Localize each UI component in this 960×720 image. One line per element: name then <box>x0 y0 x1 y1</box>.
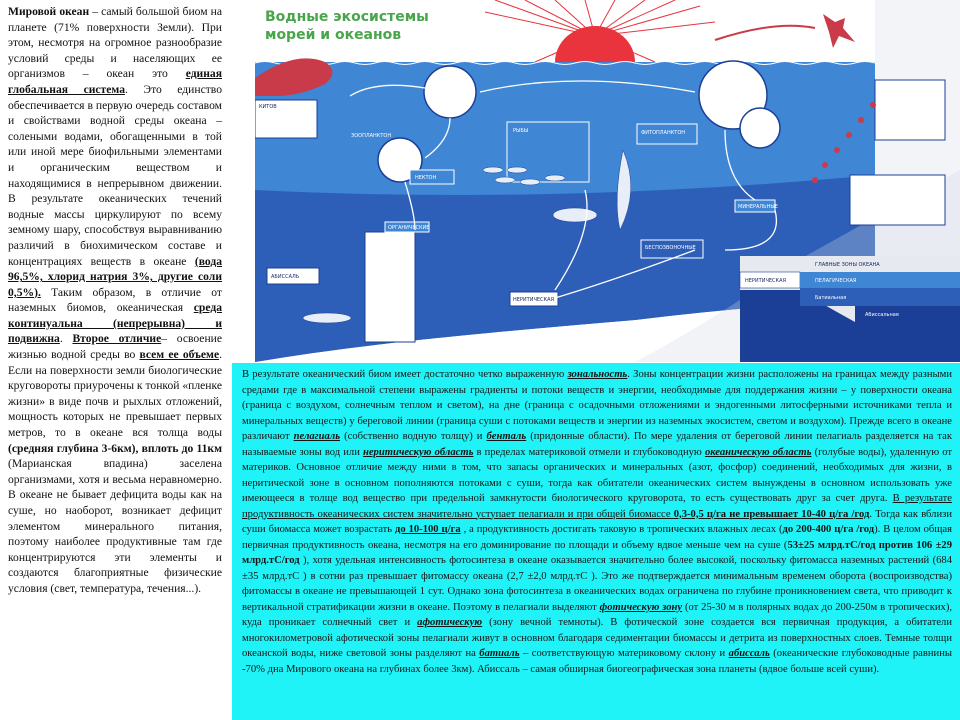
label-abyssal: АБИССАЛЬ <box>271 274 300 280</box>
left-text-part: . Это единство обеспечивается в первую очередь составом и свойствами водной среды океана – солеными водами, обогащенными в той или иной мере биофильными элементами и органическим веществом и находящимися в непрерывном движении. В результате океанических течений водные массы циркулируют по всему земному шару, способствуя выравниванию различий в биохимическом составе и концентрациях веществ в океане <box>8 82 222 268</box>
label-zones-title: ГЛАВНЫЕ ЗОНЫ ОКЕАНА <box>815 262 880 268</box>
bottom-text-part: в пределах материковой отмели и глубоководную <box>473 446 705 458</box>
label-zooplankton: ЗООПЛАНКТОН <box>351 133 392 139</box>
bottom-text-part: ). В целом общая первичная продуктивность океана, несмотря на его доминирование по площади и объему вдвое меньше чем на суше ( <box>242 524 952 551</box>
term-pelagial: пелагиаль <box>293 431 341 442</box>
bottom-text-part: (зону вечной темноты). В фотической зоне создается вся первичная продукция, а обитатели многокилометровой афотической зоны пелагиали живут в основном благодаря седиментации биомассы и детрита из поверхностных слоев. Темные толщи океанской воды, ниже световой зоны разделяют на <box>242 617 952 659</box>
label-mineral: МИНЕРАЛЬНЫЕ <box>738 204 778 210</box>
left-text-part: (Марианская впадина) заселена организмами, хотя и весьма неравномерно. В океане не бывает дефицита воды как на суше, но наоборот, возникает дефицит элементом минерального питания, поэтому наиболее продуктивные там где концентрируются эти элементы и создаются благоприятные физические условия (свет, температура, течения...). <box>8 457 222 595</box>
diagram-illustration <box>255 0 960 362</box>
term-benthal: бенталь <box>486 431 527 442</box>
left-text-part: . <box>59 332 73 346</box>
term-neritic-area: неритическую область <box>362 446 474 458</box>
bottom-text-part: (голубые воды), удаленную от материков. Основное отличие между ними в том, что запасы органических и минеральных (азот, фосфор) соединений, необходимых для жизни, в неритической зоне в основном пополняются потоками с суши, тогда как обитатели океанических систем вынуждены в основном использовать уже имеющееся в толще вод вещество при предельной замкнутости биологического круговорота, то есть существовать друг за счет друга. <box>242 446 952 504</box>
bottom-text-panel <box>232 363 960 720</box>
birds-info-box <box>875 80 945 140</box>
left-text-part: Таким образом, в отличие от наземных биомов, океаническая <box>8 285 222 315</box>
coastal-biomass-value: до 10-100 ц/га <box>395 524 461 535</box>
left-text-part: – освоение жизнью водной среды во <box>8 332 223 362</box>
term-oceanic-area: океаническую область <box>704 446 812 458</box>
second-difference-term: Второе отличие <box>72 332 162 346</box>
resources-info-box <box>850 175 945 225</box>
bottom-text-part: (придонные области). По мере удаления от береговой линии пелагиаль разделяется на так называемые зоны вод или <box>242 431 952 458</box>
bottom-text-part: (от 25-30 м в полярных водах до 200-250м в тропических), куда проникает солнечный свет и <box>242 601 953 628</box>
label-nekton: НЕКТОН <box>415 175 437 181</box>
bottom-text-part: В результате океанический биом имеет достаточно четко выраженную <box>242 369 568 380</box>
bottom-text-part: – соответствующую материковому склону и <box>519 648 729 659</box>
label-bathyal-zone: Батиальная <box>815 295 847 301</box>
bottom-text-part: . Зоны концентрации жизни расположены на границах между разными средами где в максимальной степени выражены градиенты и потоки веществ и энергии, необходимые для поддержания жизни – у поверхности океана (граница с воздухом, солнечным теплом и светом), на дне (граница с осадочными отложениями и эндогенными литосферными источниками тепла и минеральных веществ) у береговой линии (граница суши с потоками веществ и энергии из наземных экосистем, светом и воздухом). Прежде всего в океане различают <box>242 369 952 442</box>
left-text-part: . Если на поверхности земли биологические круговороты приурочены к тонкой «пленке жизни» в виде почв и рыхлых отложений, мощность которых не превышает первых метров, то в океане вся толща воды <box>8 348 222 440</box>
term-bathyal: батиаль <box>479 648 520 659</box>
productivity-sentence: В результате продуктивность океанических систем значительно уступает пелагиали и при общей биомассе <box>242 493 952 520</box>
benthos-info-box <box>365 232 415 342</box>
ocean-term: Мировой океан <box>8 5 90 18</box>
continual-medium-term: среда континуальна (непрерывна) и подвижна <box>8 301 222 346</box>
bottom-text-part: (собственно водную толщу) и <box>340 431 487 442</box>
label-neritic-zone: НЕРИТИЧЕСКАЯ <box>745 278 786 284</box>
term-zonality: зональность <box>567 369 628 380</box>
term-aphotic: афотическую <box>417 617 483 628</box>
zooplankton-circle <box>424 66 476 118</box>
global-system-term: единая глобальная система <box>8 67 222 96</box>
bottom-text-part: , а продуктивность достигать таковую в тропических влажных лесах ( <box>460 524 783 535</box>
label-fish: РЫБЫ <box>513 128 529 134</box>
label-abyssal-zone: Абиссальная <box>865 312 899 318</box>
left-paragraph <box>0 0 228 597</box>
bottom-text-part: (океанические глубоководные равнины -70% дна Мирового океана на глубинах более 3км). Абиссаль – самая обширная биогеографическая зона планеты (вдвое больше всей суши). <box>242 648 953 675</box>
water-composition: (вода 96,5%, хлорид натрия 3%, другие соли 0,5%). <box>8 254 222 299</box>
label-organic: ОРГАНИЧЕСКИЕ <box>388 225 430 231</box>
label-whales: КИТОВ <box>259 104 277 110</box>
label-phytoplankton: ФИТОПЛАНКТОН <box>641 130 686 136</box>
label-pelagic-zone: ПЕЛАГИЧЕСКАЯ <box>815 278 857 284</box>
whole-volume-term: всем ее объеме <box>139 348 220 362</box>
biomass-value: 0,3-0,5 ц/га не превышает 10-40 ц/га /год <box>673 508 870 520</box>
left-text-part: – самый большой биом на планете (71% поверхности Земли). При этом, несмотря на огромное разнообразие условий среды и населяющих ее организмов – океан это <box>8 5 223 81</box>
term-photic-zone: фотическую зону <box>599 601 683 613</box>
label-neritic: НЕРИТИЧЕСКАЯ <box>513 297 554 303</box>
primary-production-value: 53±25 млрд.тС/год против 106 ±29 млрд.тС/год <box>242 539 952 566</box>
label-benthos: БЕСПОЗВОНОЧНЫЕ <box>645 245 696 251</box>
tropical-productivity-value: до 200-400 ц/га /год <box>782 524 875 535</box>
bottom-text-part: . Тогда как вблизи суши биомасса может возрастать <box>242 508 952 535</box>
left-text-column <box>0 0 228 720</box>
bottom-paragraph <box>232 363 960 677</box>
bottom-text-part: ), хотя удельная интенсивность фотосинтеза в океане оказывается значительно более высокой, поскольку фитомасса наземных растений (684 ±35 млрд.тС ) в сотни раз превышает фитомассу океана (2,7 ±2,0 млрд.тС ). Это же подтверждается минимальным временем оборота (воспроизводства) фитомассы в океане не превышающей 1 сут. Однако зона фотосинтеза в океанических водах ограничена по глубине проникновением света, что приводит к вертикальной стратификации жизни в океане. Поэтому в пелагиали выделяют <box>242 555 952 613</box>
depth-term: (средняя глубина 3-6км), вплоть до 11км <box>8 441 222 455</box>
term-abyssal: абиссаль <box>728 648 770 659</box>
ocean-ecosystem-diagram <box>255 0 960 362</box>
diagram-title: Водные экосистемы морей и океанов <box>265 9 429 43</box>
